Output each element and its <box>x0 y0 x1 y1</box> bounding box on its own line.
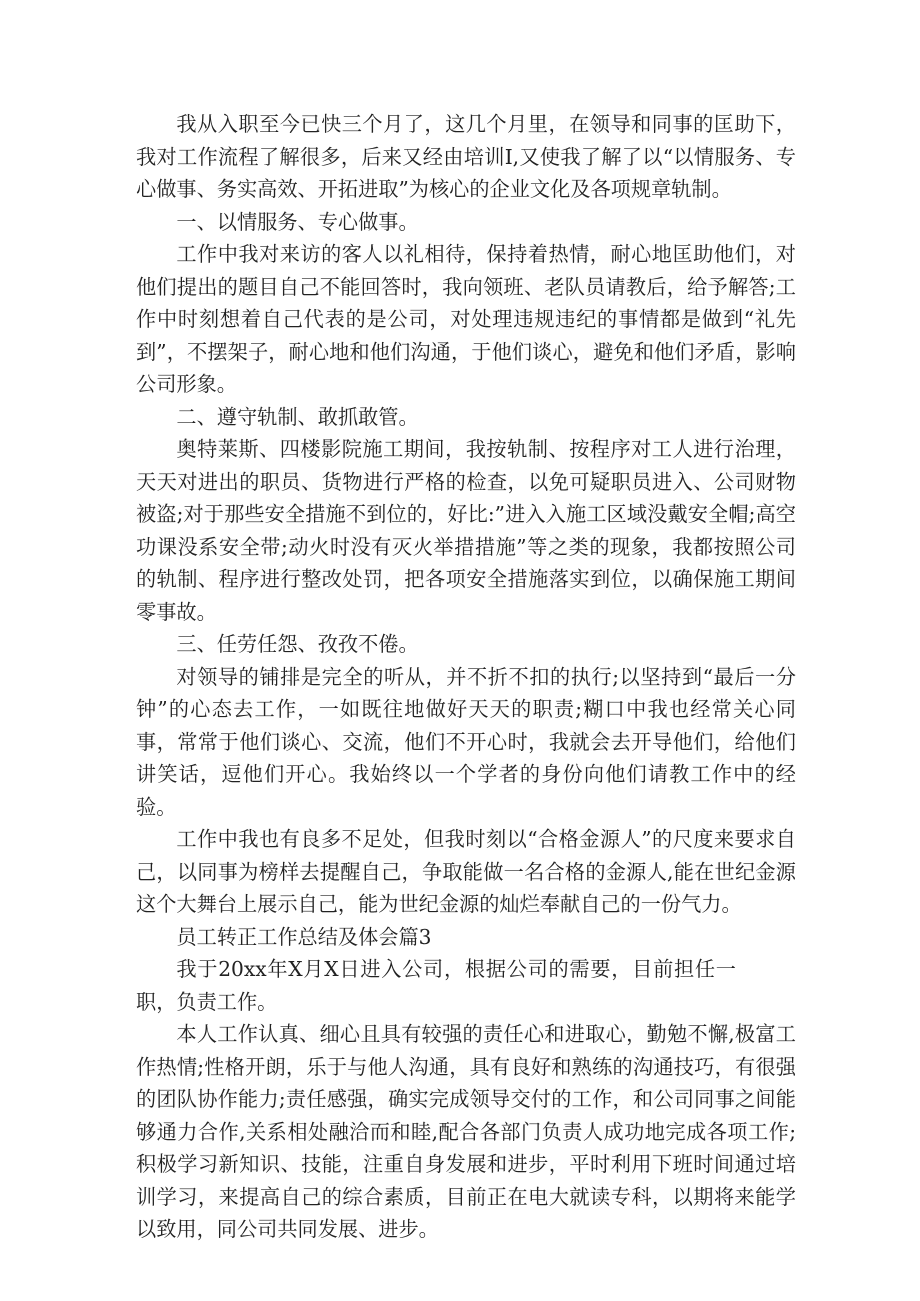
section-heading-1: 一、以情服务、专心做事。 <box>176 209 419 234</box>
section-heading-2: 二、遵守轨制、敢抓敢管。 <box>176 404 419 429</box>
paragraph-self-assessment: 本人工作认真、细心且具有较强的责任心和进取心，勤勉不懈,极富工作热情;性格开朗，乐于与他人沟通，具有良好和熟练的沟通技巧，有很强的团队协作能力;责任感强，确实完成领导交付的工作，和公司同事之间能够通力合作,关系相处融洽而和睦,配合各部门负责人成功地完成各项工作;积极学习新知识、技能，注重自身发展和进步，平时利用下班时间通过培训学习，来提高自己的综合素质，目前正在电大就读专科，以期将来能学以致用，同公司共同发展、进步。 <box>136 1022 796 1241</box>
paragraph-joining: 我于20xx年X月X日进入公司，根据公司的需要，目前担任一职，负责工作。 <box>136 957 736 1014</box>
article-title: 员工转正工作总结及体会篇3 <box>176 924 432 949</box>
paragraph-service: 工作中我对来访的客人以礼相待，保持着热情，耐心地匡助他们，对他们提出的题目自己不能回答时，我向领班、老队员请教后，给予解答;工作中时刻想着自己代表的是公司，对处理违规违纪的事情都是做到“礼先到”，不摆架子，耐心地和他们沟通，于他们谈心，避免和他们矛盾，影响公司形象。 <box>136 242 796 396</box>
paragraph-shortcomings: 工作中我也有良多不足处，但我时刻以“合格金源人”的尺度来要求自己，以同事为榜样去提醒自己，争取能做一名合格的金源人,能在世纪金源这个大舞台上展示自己，能为世纪金源的灿烂奉献自己的一份气力。 <box>136 827 796 916</box>
section-heading-3: 三、任劳任怨、孜孜不倦。 <box>176 632 419 656</box>
paragraph-diligence: 对领导的铺排是完全的听从，并不折不扣的执行;以坚持到“最后一分钟”的心态去工作，一如既往地做好天天的职责;糊口中我也经常关心同事，常常于他们谈心、交流，他们不开心时，我就会去开导他们，给他们讲笑话，逗他们开心。我始终以一个学者的身份向他们请教工作中的经验。 <box>136 664 796 819</box>
paragraph-rules: 奥特莱斯、四楼影院施工期间，我按轨制、按程序对工人进行治理，天天对进出的职员、货物进行严格的检查，以免可疑职员进入、公司财物被盗;对于那些安全措施不到位的，好比:”进入入施工区域没戴安全帽;高空功课没系安全带;动火时没有灭火举措措施”等之类的现象，我都按照公司的轨制、程序进行整改处罚，把各项安全措施落实到位，以确保施工期间零事故。 <box>136 437 796 624</box>
paragraph-intro: 我从入职至今已快三个月了，这几个月里，在领导和同事的匡助下，我对工作流程了解很多，后来又经由培训Ι,又使我了解了以“以情服务、专心做事、务实高效、开拓进取”为核心的企业文化及各项规章轨制。 <box>136 112 796 201</box>
document-body <box>136 108 796 1246</box>
